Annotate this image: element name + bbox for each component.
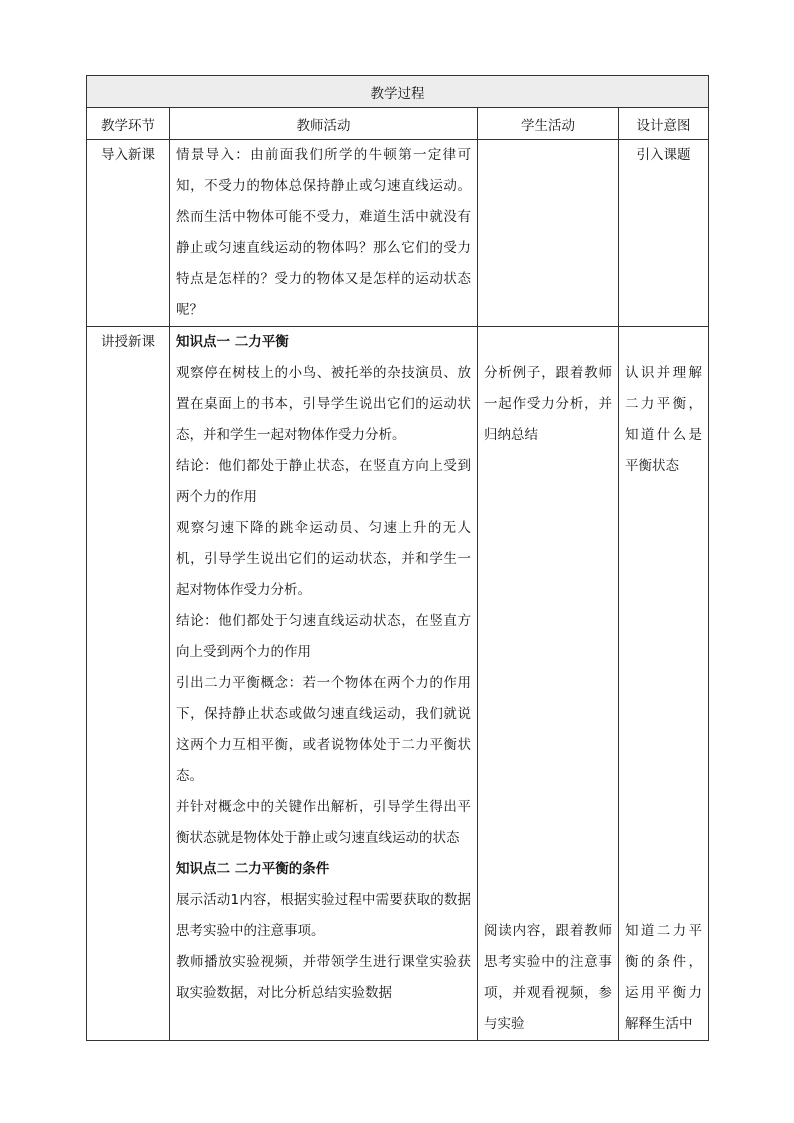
kp2-design-intent: 知道二力平衡的条件，运用平衡力解释生活中 <box>625 923 702 1032</box>
header-row <box>87 108 709 140</box>
table-title-row <box>87 76 709 108</box>
header-design-intent: 设计意图 <box>619 108 709 140</box>
kp2-student-activity: 阅读内容，跟着教师思考实验中的注意事项，并观看视频，参与实验 <box>484 923 612 1032</box>
lesson-process-table <box>86 75 709 1041</box>
teacher-activity-cell <box>170 327 478 1041</box>
student-activity-cell <box>478 140 619 327</box>
table-title: 教学过程 <box>87 76 709 108</box>
paragraph: 结论：他们都处于匀速直线运动状态，在竖直方向上受到两个力的作用 <box>176 613 471 660</box>
table-row <box>87 327 709 1041</box>
header-teacher-activity: 教师活动 <box>170 108 478 140</box>
paragraph: 结论：他们都处于静止状态，在竖直方向上受到两个力的作用 <box>176 458 471 505</box>
table-row <box>87 140 709 327</box>
knowledge-point-2-title: 知识点二 二力平衡的条件 <box>176 861 330 877</box>
paragraph: 引出二力平衡概念：若一个物体在两个力的作用下，保持静止状态或做匀速直线运动，我们就说这两个力互相平衡，或者说物体处于二力平衡状态。 <box>176 675 471 784</box>
paragraph: 展示活动1内容，根据实验过程中需要获取的数据思考实验中的注意事项。 <box>176 892 471 939</box>
student-activity-cell <box>478 327 619 1041</box>
design-intent-text: 引入课题 <box>636 147 691 163</box>
teacher-activity-cell <box>170 140 478 327</box>
kp1-student-activity: 分析例子，跟着教师一起作受力分析，并归纳总结 <box>484 365 612 443</box>
paragraph: 并针对概念中的关键作出解析，引导学生得出平衡状态就是物体处于静止或匀速直线运动的状态 <box>176 799 471 846</box>
stage-label: 导入新课 <box>101 147 155 163</box>
stage-cell <box>87 140 170 327</box>
paragraph: 观察匀速下降的跳伞运动员、匀速上升的无人机，引导学生说出它们的运动状态，并和学生一起对物体作受力分析。 <box>176 520 471 598</box>
knowledge-point-1-title: 知识点一 二力平衡 <box>176 334 289 350</box>
design-intent-cell <box>619 327 709 1041</box>
paragraph: 观察停在树枝上的小鸟、被托举的杂技演员、放置在桌面上的书本，引导学生说出它们的运动状态，并和学生一起对物体作受力分析。 <box>176 365 471 443</box>
kp1-design-intent: 认识并理解二力平衡，知道什么是平衡状态 <box>625 365 702 474</box>
stage-label: 讲授新课 <box>101 334 155 350</box>
stage-cell <box>87 327 170 1041</box>
header-student-activity: 学生活动 <box>478 108 619 140</box>
design-intent-cell <box>619 140 709 327</box>
header-stage: 教学环节 <box>87 108 170 140</box>
intro-paragraph: 情景导入：由前面我们所学的牛顿第一定律可知，不受力的物体总保持静止或匀速直线运动。然而生活中物体可能不受力，难道生活中就没有静止或匀速直线运动的物体吗？那么它们的受力特点是怎样的？受力的物体又是怎样的运动状态呢？ <box>176 147 471 318</box>
paragraph: 教师播放实验视频，并带领学生进行课堂实验获取实验数据，对比分析总结实验数据 <box>176 954 471 1001</box>
